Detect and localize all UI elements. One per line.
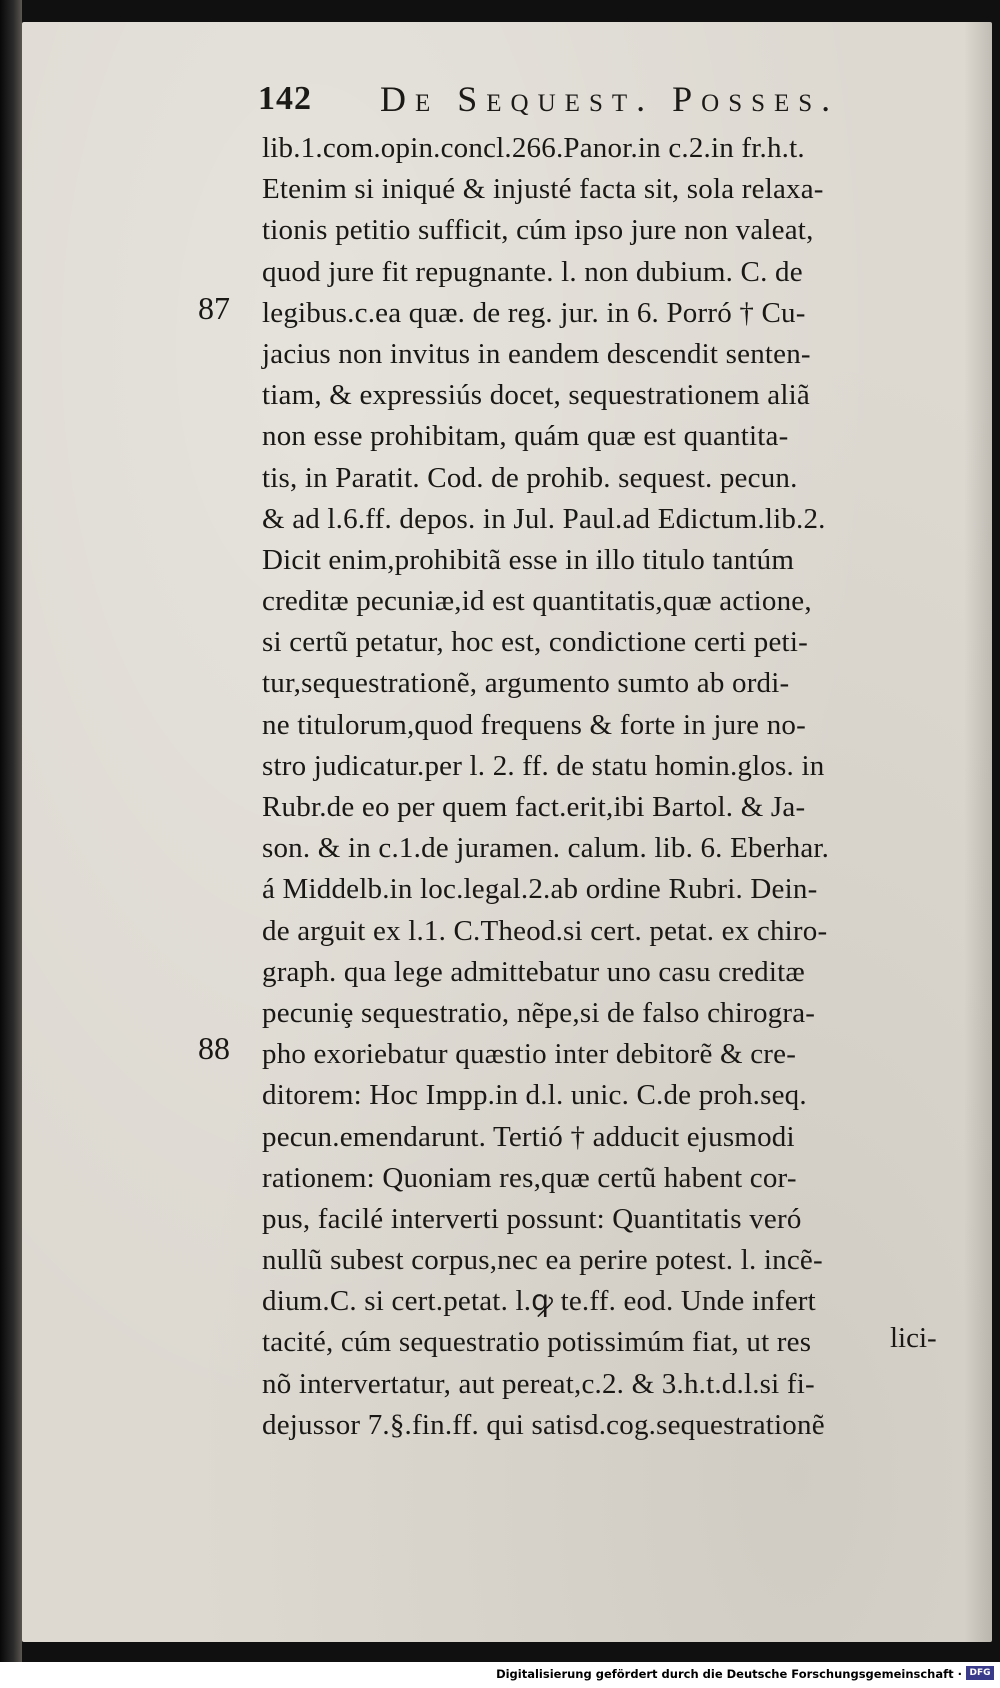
catchword: lici- [890, 1322, 937, 1354]
text-line: lib.1.com.opin.concl.266.Panor.in c.2.in fr.h.t. [262, 132, 805, 164]
text-line: graph. qua lege admittebatur uno casu creditæ [262, 955, 805, 988]
text-line: stro judicatur.per l. 2. ff. de statu homin.glos. in [262, 749, 825, 782]
text-line: dejussor 7.§.fin.ff. qui satisd.cog.sequestrationẽ [262, 1408, 825, 1441]
text-line: tiam, & expressiús docet, sequestrationem aliã [262, 379, 810, 412]
text-line: & ad l.6.ff. depos. in Jul. Paul.ad Edictum.lib.2. [262, 502, 826, 535]
margin-number-87: 87 [198, 290, 230, 326]
book-spine-edge [0, 0, 22, 1662]
text-line: tur,sequestrationẽ, argumento sumto ab ordi- [262, 667, 790, 700]
text-line: nullũ subest corpus,nec ea perire potest. l. incẽ- [262, 1244, 823, 1277]
running-head [258, 70, 898, 126]
text-line: pecuniȩ sequestratio, nẽpe,si de falso chirogra- [262, 996, 816, 1029]
text-line: nõ intervertatur, aut pereat,c.2. & 3.h.t.d.l.si fi- [262, 1367, 815, 1400]
text-line: pus, facilé interverti possunt: Quantitatis veró [262, 1202, 802, 1235]
text-line: dium.C. si cert.petat. l.ꝙ te.ff. eod. Unde infert [262, 1285, 816, 1318]
text-line: quod jure fit repugnante. l. non dubium. C. de [262, 255, 803, 288]
text-line: ne titulorum,quod frequens & forte in jure no- [262, 708, 806, 741]
text-line: Rubr.de eo per quem fact.erit,ibi Bartol. & Ja- [262, 791, 806, 823]
page-shadow [964, 22, 992, 1642]
body-text [262, 128, 922, 1446]
text-line: creditæ pecuniæ,id est quantitatis,quæ actione, [262, 585, 812, 618]
page-number: 142 [258, 80, 312, 117]
text-line: rationem: Quoniam res,quæ certũ habent cor- [262, 1161, 797, 1194]
text-line: tis, in Paratit. Cod. de prohib. sequest. pecun. [262, 461, 798, 494]
text-line: de arguit ex l.1. C.Theod.si cert. petat. ex chiro- [262, 914, 828, 947]
text-line: tacité, cúm sequestratio potissimúm fiat, ut res [262, 1326, 812, 1359]
text-line: pho exoriebatur quæstio inter debitorẽ & cre- [262, 1038, 797, 1071]
text-line: pecun.emendarunt. Tertió † adducit ejusmodi [262, 1120, 795, 1153]
margin-number-88: 88 [198, 1030, 230, 1066]
running-title: De Sequest. Posses. [380, 79, 840, 119]
text-line: Etenim si iniqué & injusté facta sit, sola relaxa- [262, 173, 824, 206]
text-line: non esse prohibitam, quám quæ est quantita- [262, 420, 789, 453]
dfg-logo: DFG [966, 1666, 994, 1680]
text-line: legibus.c.ea quæ. de reg. jur. in 6. Porró † Cu- [262, 296, 806, 329]
text-line: si certũ petatur, hoc est, condictione certi peti- [262, 626, 808, 659]
text-line: ditorem: Hoc Impp.in d.l. unic. C.de proh.seq. [262, 1079, 807, 1112]
text-line: Dicit enim,prohibitã esse in illo titulo tantúm [262, 543, 795, 576]
text-line: jacius non invitus in eandem descendit senten- [262, 337, 811, 370]
text-line: tionis petitio sufficit, cúm ipso jure non valeat, [262, 214, 814, 247]
footer-credit: Digitalisierung gefördert durch die Deutsche Forschungsgemeinschaft · [496, 1667, 962, 1681]
text-line: son. & in c.1.de juramen. calum. lib. 6. Eberhar. [262, 832, 830, 865]
text-line: á Middelb.in loc.legal.2.ab ordine Rubri. Dein- [262, 873, 818, 906]
digitization-footer [0, 1662, 1000, 1688]
